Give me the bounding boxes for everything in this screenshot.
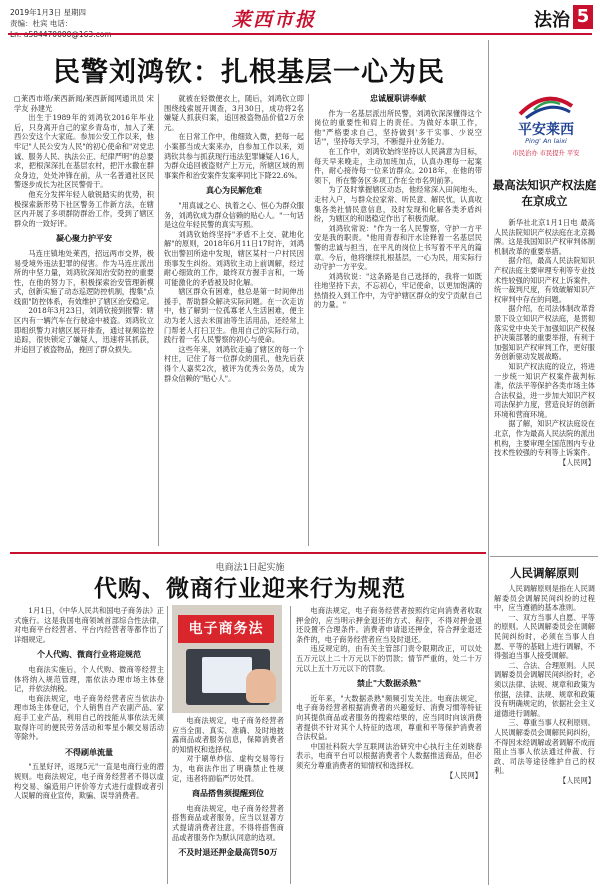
masthead-info [10,7,112,40]
article2-subhead-4: 不及时退还押金最高罚50万 [178,848,278,858]
paragraph: 违反规定的，由有关主管部门责令限期改正，可以处五万元以上二十万元以下的罚款；情节严重的，处二十万元以上五十万元以下的罚款。 [296,644,482,673]
paragraph: 电商法规定，电子商务经营者应当全面、真实、准确、及时地披露商品或者服务信息，保障消费者的知情权和选择权。 [172,716,284,754]
article2-subhead-3: 商品搭售须提醒到位 [192,789,264,799]
article1-subhead-3: 忠诚履职讲奉献 [370,94,426,103]
logo-slogan: 市民治办 市民提升 平安 [512,150,580,157]
article2-kicker: 电商法1日起实施 [215,563,285,573]
article1-byline: □莱西市塔/莱西新闻/莱西新闻网通讯员 宋学友 孙建光 [14,94,154,113]
paragraph: 这些年来，刘鸿钦走遍了辖区的每一个村庄，记住了每一位群众的面孔，他先后获得个人嘉奖2次，被评为优秀公务员，成为群众信赖的"贴心人"。 [164,344,304,383]
ecommerce-law-photo [172,605,282,713]
issue-date: 2019年1月3日 星期四 [10,8,87,17]
article2-subhead-1: 个人代购、微商行业将迎规范 [37,650,141,660]
paragraph: 新华社北京1月1日电 最高人民法院知识产权法庭在北京揭牌。这是我国知识产权审判体制机制改革的重要举措。 [494,218,595,256]
paragraph: "用真诚之心、执着之心、恒心为群众服务，刘鸿钦成为群众信赖的贴心人。"一句话是这位年轻民警的真实写照。 [164,200,304,230]
paragraph: 辖区群众有困难，他总是第一时间伸出援手，帮助群众解决实际问题。在一次走访中，他了解到一位孤寡老人生活困难，便主动为老人送去米面油等生活用品，还经常上门帮老人打扫卫生。他用自己的实际行动，践行着一名人民警察的初心与使命。 [164,287,304,345]
swoosh-icon [516,94,576,120]
article1-subhead-1: 凝心聚力护平安 [56,234,112,244]
sidebar-divider [488,40,489,885]
paragraph: "五星好评，返现5元"一直是电商行业的潜规则。电商法规定，电子商务经营者不得以虚构交易、编造用户评价等方式进行虚假或者引人误解的商业宣传，欺骗、误导消费者。 [14,762,164,801]
newspaper-brand: 莱西市报 [232,9,317,31]
paragraph: 二、合法、合理原则。人民调解委员会调解民间纠纷时，必须以法律、法规、规章和政策为依据，法律、法规、规章和政策没有明确规定的，依据社会主义道德进行调解。 [494,660,595,718]
article2-headline: 代购、微商行业迎来行为规范 [94,576,406,602]
logo-pinyin: Ping' An laixi [525,137,567,145]
hand-icon [246,669,276,703]
logo-title: 平安莱西 [518,122,574,138]
paragraph: 电商法规定，电子商务经营者按照约定向消费者收取押金的，应当明示押金退还的方式、程序，不得对押金退还设置不合理条件。消费者申请退还押金，符合押金退还条件的，电子商务经营者应当及时退还。 [296,606,482,644]
page-number: 5 [573,5,593,29]
column-divider [290,606,291,884]
paragraph: 为了及时掌握辖区动态，他经常深入田间地头、走村入户，与群众拉家常、听民意、解民忧，认真收集各类社情民意信息，及时发现和化解各类矛盾纠纷，为辖区的和谐稳定作出了积极贡献。 [314,185,482,224]
paragraph: 出生于1989年的刘鸿钦2016年毕业后，只身离开自己的家乡青岛市，加入了莱西公安这个大家庭。参加公安工作以来，他牢记"人民公安为人民"的初心使命和"对党忠诚、服务人民、执法公正、纪律严明"的总要求，把根深深扎在基层农村，把汗水撒在群众身边，处处冲锋在前，从一名普通社区民警逐步成长为社区民警骨干。 [14,113,154,190]
photo-banner: 电子商务法 [178,615,274,643]
side1-headline: 最高法知识产权法庭在京成立 [492,178,597,208]
paragraph: 据介绍，在司法体制改革背景下设立知识产权法庭，是贯彻落实党中央关于加强知识产权保护决策部署的重要举措，有利于加强知识产权审判工作，更好服务创新驱动发展战略。 [494,304,595,362]
article2-subhead-5: 禁止"大数据杀熟" [356,679,422,689]
paragraph: 中国社科院大学互联网法治研究中心执行主任刘晓春表示，电商平台可以根据消费者个人数据推送商品，但必须充分尊重消费者的知情权和选择权。 [296,741,482,770]
paragraph: 据介绍，最高人民法院知识产权法庭主要审理专利等专业技术性较强的知识产权上诉案件，统一裁判尺度，有效破解知识产权审判中存在的问题。 [494,256,595,304]
editor-line: 责编：杜宾 电话： [10,19,73,28]
article2-column-3 [296,606,482,886]
paragraph: 作为一名基层派出所民警，刘鸿钦深深懂得这个岗位的重要性和肩上的责任。为做好本职工作，他"严格要求自己，坚持做到'多干实事、少说空话'"，坚持每天学习，不断提升业务能力。 [314,108,482,147]
article2-subhead-2: 不得刷单流量 [65,747,113,757]
paragraph: 在日常工作中，他细致入微，把每一起小案都当成大案来办，自参加工作以来，刘鸿钦共参与抓获现行违法犯罪嫌疑人16人，为群众追回被盗财产上万元，所辖区域的刑事案件和治安案件发案率同比下降22.6%。 [164,132,304,180]
column-divider [158,94,159,546]
paragraph: 1月1日，《中华人民共和国电子商务法》正式施行。这是我国电商领域首部综合性法律，对电商平台经营者、平台内经营者等都作出了详细规定。 [14,606,164,644]
side2-body [494,584,595,884]
article1-column-3 [314,94,482,546]
column-divider [167,606,168,884]
paragraph: 2018年3月23日，刘鸿钦接到报警：辖区内有一辆汽车在行驶途中被盗。刘鸿钦立即组织警力对辖区展开排查，通过视频监控追踪，很快锁定了嫌疑人，迅速将其抓获，并追回了被盗物品，挽回了群众损失。 [14,306,154,354]
article1-column-1 [14,94,154,546]
article2-column-1 [14,606,164,886]
paragraph: 就被在轻微便衣上，随后，刘鸿钦立即围绕线索展开调查，3月30日，成功将2名嫌疑人抓获归案，追回被盗物品价值2万余元。 [164,94,304,132]
paragraph: 三、尊重当事人权利原则。人民调解委员会调解民间纠纷，不得因未经调解或者调解不成而阻止当事人依法通过仲裁、行政、司法等途径维护自己的权利。 [494,718,595,776]
paragraph: 对于刷单炒信、虚构交易等行为，电商法作出了明确禁止性规定，违者将面临严厉处罚。 [172,754,284,783]
paragraph: 在工作中，刘鸿钦始终坚持以人民满意为目标，每天早来晚走，主动加班加点，认真办理每一起案件，耐心接待每一位来访群众。2018年，在他的带领下，所在警务区多项工作在全市名列前茅。 [314,146,482,185]
paragraph: 他充分发挥年轻人敏锐踏实的优势，积极探索新形势下社区警务工作新方法，在辖区内开展了多项群防群治工作，受到了辖区群众的一致好评。 [14,189,154,228]
paragraph: 据了解，知识产权法庭设在北京，作为最高人民法院的派出机构，主要审理全国范围内专业技术性较强的专利等上诉案件。 [494,419,595,458]
ping-an-laixi-logo [494,94,598,164]
side2-headline: 人民调解原则 [510,566,579,580]
side2-credit: 【人民网】 [559,775,595,785]
masthead [0,0,600,40]
paragraph: 电商法实施后，个人代购、微商等经营主体将纳入规范管理，需依法办理市场主体登记，并依法纳税。 [14,664,164,694]
paragraph: 一、双方当事人自愿、平等的原则。人民调解委员会在调解民间纠纷时，必须在当事人自愿、平等的基础上进行调解，不得强迫当事人接受调解。 [494,612,595,661]
article1-subhead-2: 真心为民解危难 [206,186,262,196]
paragraph: 知识产权法庭的设立，将进一步统一知识产权案件裁判标准，依法平等保护各类市场主体合法权益，进一步加大知识产权司法保护力度，营造良好的创新环境和营商环境。 [494,361,595,419]
paragraph: 刘鸿钦始终坚持"矛盾不上交、就地化解"的原则，2018年6月11日17时许，刘鸿钦出警回所途中发现，辖区某村一户村民因琐事发生纠纷。刘鸿钦主动上前调解，经过耐心细致的工作，最终双方握手言和，一场可能激化的矛盾被及时化解。 [164,229,304,287]
email-line: Ln: a584470000@163.com [10,30,112,39]
side1-body [494,218,595,548]
paragraph: 刘鸿钦常说："作为一名人民警察，守护一方平安是我的职责。"他用青春和汗水诠释着一名基层民警的忠诚与担当，在平凡的岗位上书写着不平凡的篇章。今后，他将继续扎根基层，一心为民，用实际行动守护一方平安。 [314,223,482,272]
paragraph: 人民调解原则是指在人民调解委员会调解民间纠纷的过程中，应当遵循的基本准则。 [494,584,595,613]
shopping-cart-icon [202,657,252,693]
paragraph: 电商法规定，电子商务经营者应当依法办理市场主体登记，个人销售自产农副产品、家庭手工业产品，利用自己的技能从事依法无须取得许可的便民劳务活动和零星小额交易活动等除外。 [14,693,164,742]
masthead-rule [8,33,592,35]
article2-credit: 【人民网】 [446,770,482,780]
sidebar-section-rule [490,556,598,557]
paragraph: 近年来，"大数据杀熟"频频引发关注。电商法规定，电子商务经营者根据消费者的兴趣爱好、消费习惯等特征向其提供商品或者服务的搜索结果的，应当同时向该消费者提供不针对其个人特征的选项，尊重和平等保护消费者合法权益。 [296,693,482,742]
section-title: 法治 [534,10,570,31]
article1-headline: 民警刘鸿钦：扎根基层一心为民 [53,57,445,88]
side1-credit: 【人民网】 [559,457,595,467]
paragraph: 刘鸿钦说："这条路是自己选择的，我将一如既往地坚持下去，不忘初心，牢记使命，以更加饱满的热情投入到工作中，为守护辖区群众的安宁贡献自己的力量。" [314,271,482,310]
paragraph: 电商法规定，电子商务经营者搭售商品或者服务，应当以显著方式提请消费者注意，不得将搭售商品或者服务作为默认同意的选项。 [172,803,284,842]
column-divider [308,94,309,546]
article1-column-2 [164,94,304,546]
article-separator [10,552,486,554]
paragraph: 马连庄镇地处莱西，招远两市交界，极易受境外违法犯罪的侵害。作为马连庄派出所的中坚力量，刘鸿钦深知治安防控的重要性，在他的努力下，积极探索治安管理新模式，创新实施了动态巡逻防控机制，搜集"点线面"防控体系，有效维护了辖区治安稳定。 [14,248,154,306]
article2-column-2 [172,716,284,886]
